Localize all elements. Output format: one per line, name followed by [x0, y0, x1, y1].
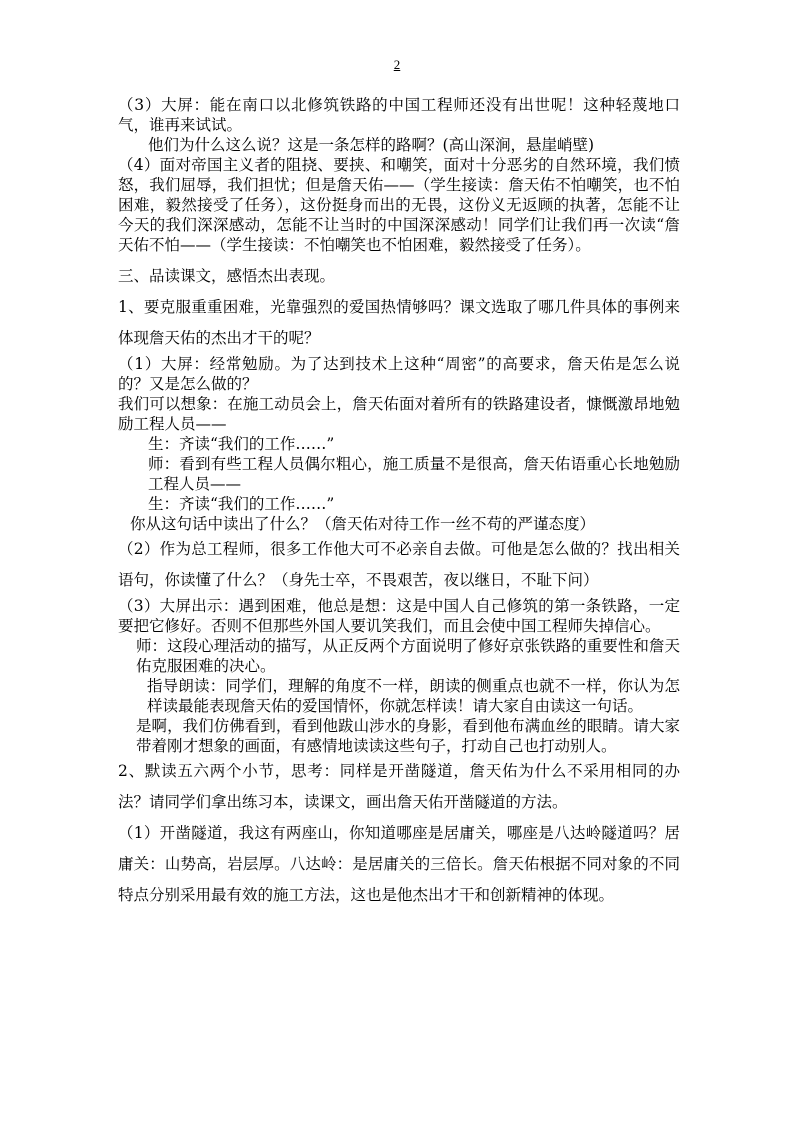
paragraph-question-2: 2、默读五六两个小节，思考：同样是开凿隧道，詹天佑为什么不采用相同的办法？请同学们拿出练习本，读课文，画出詹天佑开凿隧道的方法。 [118, 762, 680, 811]
paragraph-chief-engineer: （2）作为总工程师，很多工作他大可不必亲自去做。可他是怎么做的？找出相关语句，你读懂了什么？（身先士卒，不畏艰苦，夜以继日，不耻下问） [118, 540, 680, 589]
paragraph-student-reading-2: 生：齐读“我们的工作……” [148, 495, 335, 513]
paragraph-big-screen-show: （3）大屏出示：遇到困难，他总是想：这是中国人自己修筑的第一条铁路，一定要把它修好。否则不但那些外国人要讥笑我们，而且会使中国工程师失掉信心。 [118, 597, 680, 635]
paragraph-question: 他们为什么这么说？这是一条怎样的路啊？(高山深涧，悬崖峭壁) [148, 136, 595, 154]
paragraph-tunnels: （1）开凿隧道，我这有两座山，你知道哪座是居庸关，哪座是八达岭隧道吗？居庸关：山势高，岩层厚。八达岭：是居庸关的三倍长。詹天佑根据不同对象的不同特点分别采用最有效的施工方法，这也是他杰出才干和创新精神的体现。 [118, 824, 680, 904]
paragraph-student-reading-1: 生：齐读“我们的工作……” [148, 435, 335, 453]
paragraph-big-screen-3: （3）大屏：能在南口以北修筑铁路的中国工程师还没有出世呢！这种轻蔑地口气，谁再来试试。 [118, 96, 680, 134]
paragraph-question-1: 1、要克服重重困难，光靠强烈的爱国热情够吗？课文选取了哪几件具体的事例来体现詹天佑的杰出才干的呢？ [118, 298, 680, 347]
paragraph-big-screen-1: （1）大屏：经常勉励。为了达到技术上这种“周密”的高要求，詹天佑是怎么说的？又是怎么做的？ [118, 355, 680, 393]
page-number: 2 [393, 57, 401, 72]
paragraph-imagine: 我们可以想象：在施工动员会上，詹天佑面对着所有的铁路建设者，慷慨激昂地勉励工程人员—— [118, 395, 680, 433]
document-body [118, 95, 680, 911]
paragraph-big-screen-4: （4）面对帝国主义者的阻挠、要挟、和嘲笑，面对十分恶劣的自然环境，我们愤怒，我们屈辱，我们担忧；但是詹天佑——（学生接读：詹天佑不怕嘲笑，也不怕困难，毅然接受了任务），这份挺身而出的无畏，这份义无返顾的执著，怎能不让今天的我们深深感动，怎能不让当时的中国深深感动！同学们让我们再一次读“詹天佑不怕——（学生接读：不怕嘲笑也不怕困难，毅然接受了任务）。 [118, 156, 680, 254]
section-heading-3: 三、品读课文，感悟杰出表现。 [118, 267, 336, 285]
paragraph-what-did-you-read: 你从这句话中读出了什么？（詹天佑对待工作一丝不苟的严谨态度） [130, 515, 596, 533]
paragraph-reading-guidance: 指导朗读：同学们，理解的角度不一样，朗读的侧重点也就不一样，你认为怎样读最能表现詹天佑的爱国情怀，你就怎样读！请大家自由读这一句话。 [147, 677, 680, 715]
paragraph-imagination: 是啊，我们仿佛看到，看到他跋山涉水的身影，看到他布满血丝的眼睛。请大家带着刚才想象的画面，有感情地读读这些句子，打动自己也打动别人。 [136, 717, 680, 755]
paragraph-teacher: 师：看到有些工程人员偶尔粗心，施工质量不是很高，詹天佑语重心长地勉励工程人员—— [148, 455, 680, 493]
paragraph-teacher-analysis: 师：这段心理活动的描写，从正反两个方面说明了修好京张铁路的重要性和詹天佑克服困难的决心。 [136, 637, 680, 675]
